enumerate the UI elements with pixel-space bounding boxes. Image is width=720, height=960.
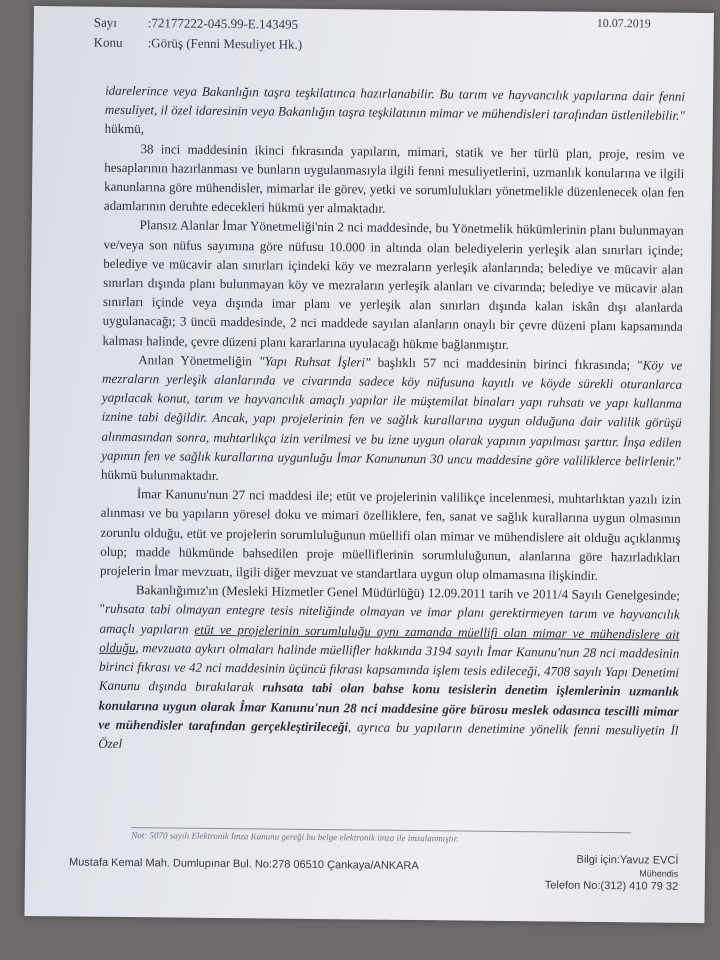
paragraph-3: Plansız Alanlar İmar Yönetmeliği'nin 2 nci maddesinde, bu Yönetmelik hükümlerinin planı bulunmayan ve/veya son nüfus sayımına göre nüfusu 10.000 in altında olan belediyelerin yerleşik alan sınırları içinde; belediye ve mücavir alan sınırları içindeki köy ve mezraların yerleşik alanlarında; belediye ve mücavir alan sınırları dışında planı bulunmayan köy ve mezraların yerleşik alanları ve civarında; belediye ve mücavir alan sınırları içinde veya dışında imar planı ve yerleşik alan sınırları dışında kalan iskân dışı alanlarda uygulanacağı; 3 üncü maddesinde, 2 nci maddede sayılan alanların onaylı bir çevre düzeni planı kapsamında kalması halinde, çevre düzeni planı kararlarına uyulacağı hükme bağlanmıştır. bbox=[102, 217, 684, 352]
sayi-row bbox=[94, 15, 298, 33]
konu-row bbox=[94, 35, 303, 53]
contact-person: Bilgi için:Yavuz EVCİ bbox=[576, 853, 679, 867]
contact-info bbox=[545, 853, 679, 893]
e-signature-note: Not: 5070 sayılı Elektronik İmza Kanunu gereği bu belge elektronik imza ile imzalanmıştır. bbox=[131, 827, 631, 845]
contact-phone: Telefon No:(312) 410 79 32 bbox=[544, 879, 679, 893]
paragraph-4: Anılan Yönetmeliğin "Yapı Ruhsat İşleri" başlıklı 57 nci maddesinin birinci fıkrasında; "Köy ve mezraların yerleşik alanlarında ve civarında sadece köy nüfusuna kayıtlı ve köyde sürekli oturanlarca yapılacak konut, tarım ve hayvancılık amaçlı yapılar ile müştemilat binaları yapı ruhsatı ve yapı kullanma iznine tabi değildir. Ancak, yapı projelerinin fen ve sağlık kurallarına uygun olduğuna dair valilik görüşü alınmasından sonra, muhtarlıkça izin verilmesi ve bu izne uygun olarak yapının yapılması şarttır. İnşa edilen yapının fen ve sağlık kurallarına uygunluğu İmar Kanununun 30 uncu maddesine göre valiliklerce belirlenir." hükmü bulunmaktadır. bbox=[101, 351, 683, 484]
document-page bbox=[24, 6, 713, 923]
konu-value: :Görüş (Fenni Mesuliyet Hk.) bbox=[147, 35, 303, 52]
konu-label: Konu bbox=[93, 34, 123, 50]
contact-title: Mühendis bbox=[639, 868, 679, 879]
paragraph-5: İmar Kanunu'nun 27 nci maddesi ile; etüt ve projelerinin valilikçe incelenmesi, muhtarlıktan yazılı izin alınması ve bu yapıların yöresel doku ve mimari özelliklere, fen, sanat ve sağlık kurallarına uygun olmasının zorunlu olduğu, etüt ve projelerin sorumluluğunun müellifi olan mimar ve mühendislere ait olduğu açıklanmış olup; madde hükmünde bahsedilen proje müelliflerinin sorumluluğunun, alanlarına göre hazırladıkları projelerin İmar mevzuatı, ilgili diğer mevzuat ve standartlara uygun olup olmamasına ilişkindir. bbox=[100, 486, 681, 584]
sayi-label: Sayı bbox=[93, 14, 118, 30]
paragraph-2: 38 inci maddesinin ikinci fıkrasında yapıların, mimari, statik ve her türlü plan, proje, resim ve hesaplarının hazırlanması ve bunların uygulanmasıyla ilgili fenni mesuliyetlerini, uzmanlık konularına ve ilgili kanunlarına göre mühendisler, mimarlar ile görev, yetki ve sorumlulukları yönetmelikle düzenlenecek olan fen adamlarının deruhte edecekleri hükmü yer almaktadır. bbox=[103, 140, 685, 216]
sayi-value: :72177222-045.99-E.143495 bbox=[147, 15, 299, 32]
office-address: Mustafa Kemal Mah. Dumlupınar Bul. No:278 06510 Çankaya/ANKARA bbox=[68, 856, 419, 873]
paragraph-6: Bakanlığımız'ın (Mesleki Hizmetler Genel Müdürlüğü) 12.09.2011 tarih ve 2011/4 Sayılı Genelgesinde; "ruhsata tabi olmayan entegre tesis niteliğinde olmayan ve imar planı gerektirmeyen tarım ve hayvancılık amaçlı yapıların etüt ve projelerinin sorumluluğu aynı zamanda müellifi olan mimar ve mühendislere ait olduğu, mevzuata aykırı olmaları halinde müellifler hakkında 3194 sayılı İmar Kanunu'nun 28 nci maddesinin birinci fıkrası ve 42 nci maddesinin üçüncü fıkrası kapsamında işlem tesis edileceği, 4708 sayılı Yapı Denetimi Kanunu dışında bırakılarak ruhsata tabi olan bahse konu tesislerin denetim işlemlerinin uzmanlık konularına uygun olarak İmar Kanunu'nun 28 nci maddesine göre bürosu meslek odasınca tescilli mimar ve mühendisler tarafından gerçekleştirileceği, ayrıca bu yapıların denetimine yönelik fenni mesuliyetin İl Özel bbox=[98, 582, 680, 751]
document-date: 10.07.2019 bbox=[596, 15, 651, 31]
document-body bbox=[98, 81, 685, 759]
paragraph-1: idarelerince veya Bakanlığın taşra teşkilatınca hazırlanabilir. Bu tarım ve hayvancılık yapılarına dair fenni mesuliyet, il özel idaresinin veya Bakanlığın taşra teşkilatının mimar ve mühendisleri tarafından üstlenilebilir." hükmü, bbox=[104, 82, 686, 137]
